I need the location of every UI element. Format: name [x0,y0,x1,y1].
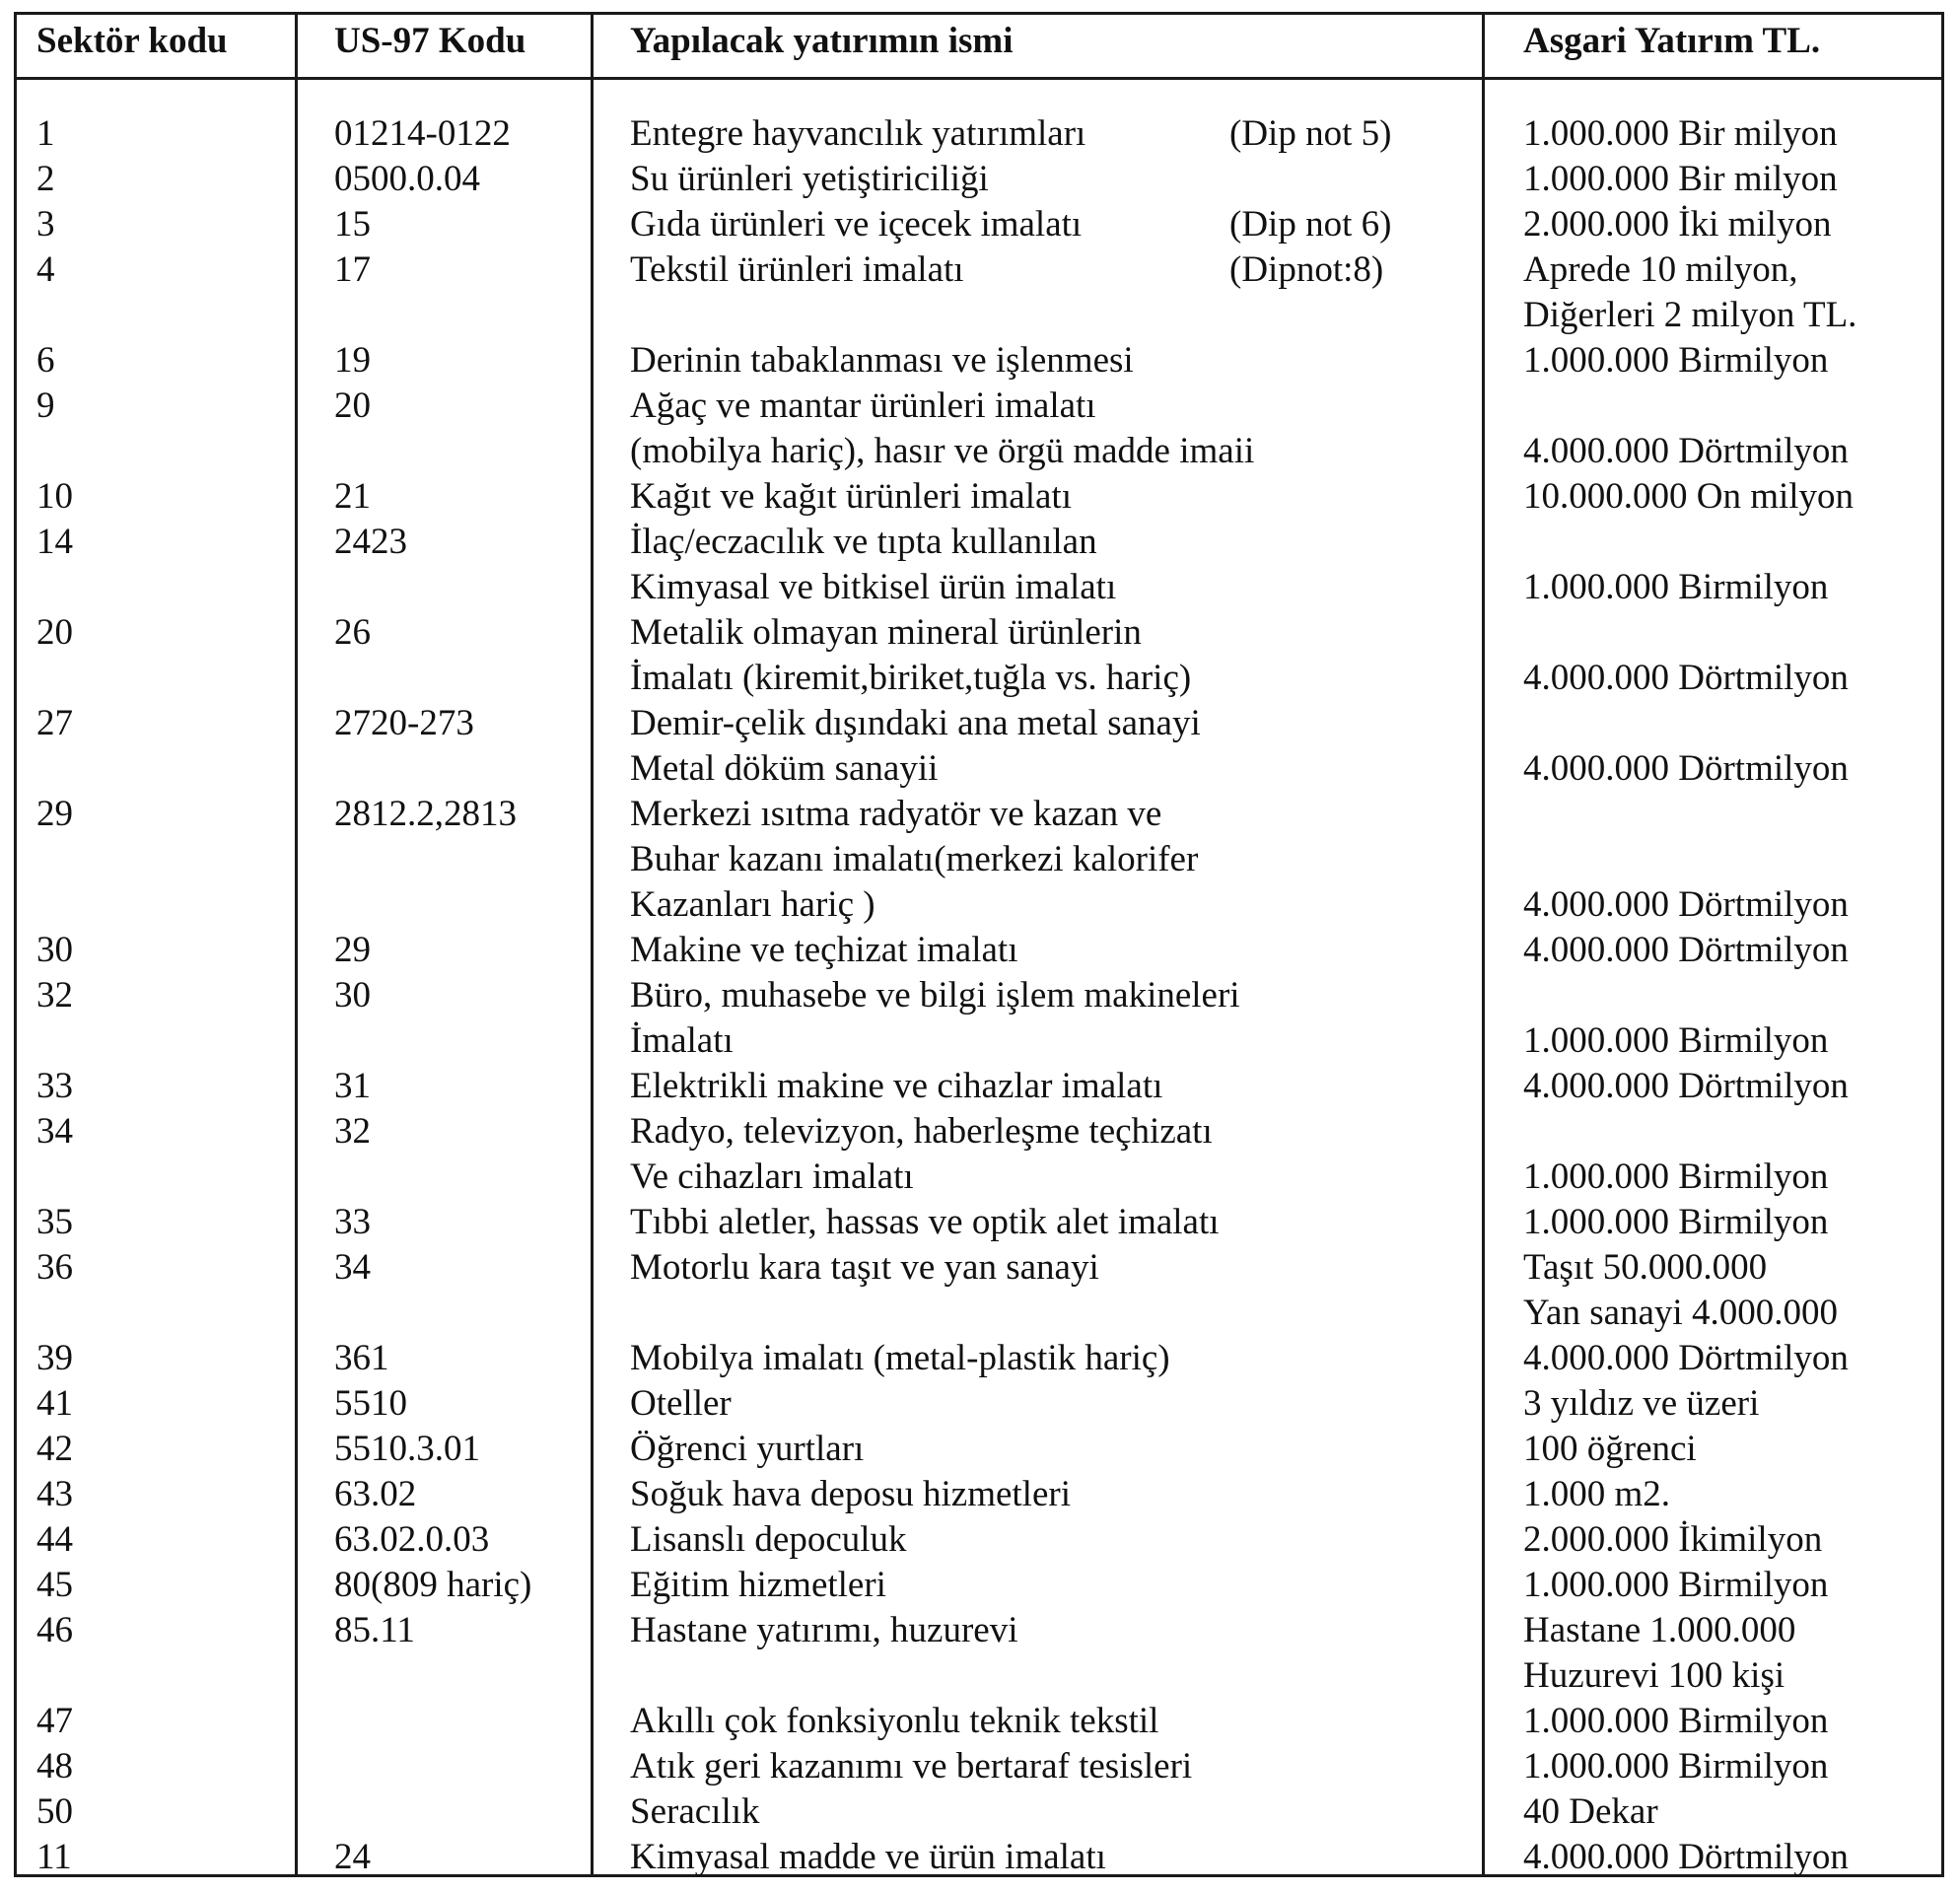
investment-name-cell [630,111,1085,157]
sector-code-cell: 44 [36,1519,73,1560]
min-investment-line [1523,792,1849,837]
header-min-investment: Asgari Yatırım TL. [1523,21,1821,61]
footnote-ref-cell: (Dipnot:8) [1229,249,1384,290]
min-investment-line: 1.000.000 Birmilyon [1523,1202,1829,1242]
min-investment-line: 1.000.000 Birmilyon [1523,340,1829,381]
table-row [17,973,1941,1064]
sector-code-cell: 42 [36,1429,73,1469]
sector-code-cell: 9 [36,385,55,426]
sector-code-cell: 27 [36,703,73,743]
min-investment-line: 10.000.000 On milyon [1523,476,1855,517]
min-investment-line: 1.000 m2. [1523,1474,1671,1514]
sector-code-cell: 2 [36,159,55,199]
table-row [17,1789,1941,1835]
investment-name-cell [630,1427,864,1472]
min-investment-line: 4.000.000 Dörtmilyon [1523,1837,1849,1877]
min-investment-line: 4.000.000 Dörtmilyon [1523,884,1849,925]
min-investment-line: 1.000.000 Birmilyon [1523,1020,1829,1061]
sector-code-cell: 1 [36,113,55,154]
min-investment-line [1523,973,1828,1018]
investment-name-cell [630,928,1017,973]
us97-code-cell: 2812.2,2813 [334,794,517,834]
investment-name-cell [630,202,1082,247]
table-row [17,1744,1941,1789]
min-investment-cell [1523,1381,1759,1427]
min-investment-line: Hastane 1.000.000 [1523,1610,1796,1650]
min-investment-line [1523,701,1849,746]
investment-name-line: Demir-çelik dışındaki ana metal sanayi [630,703,1201,743]
table-row [17,111,1941,157]
sector-code-cell: 6 [36,340,55,381]
table-row [17,792,1941,928]
table-row [17,1472,1941,1517]
investment-name-line: Gıda ürünleri ve içecek imalatı [630,204,1083,245]
min-investment-cell [1523,520,1828,610]
min-investment-cell [1523,792,1849,928]
us97-code-cell: 33 [334,1202,371,1242]
investment-name-line: Ağaç ve mantar ürünleri imalatı [630,385,1096,426]
min-investment-cell [1523,384,1849,474]
investment-name-cell [630,1699,1158,1744]
us97-code-cell: 2720-273 [334,703,474,743]
min-investment-cell [1523,247,1856,338]
header-sector-code: Sektör kodu [36,21,228,61]
investment-name-cell [630,1789,760,1835]
investment-name-cell [630,157,989,202]
us97-code-cell: 21 [334,476,371,517]
min-investment-line: 1.000.000 Bir milyon [1523,113,1838,154]
us97-code-cell: 29 [334,930,371,970]
min-investment-line: Diğerleri 2 milyon TL. [1523,295,1857,335]
us97-code-cell: 31 [334,1066,371,1106]
investment-name-line [630,1291,1099,1336]
investment-name-line: Lisanslı depoculuk [630,1519,907,1560]
investment-name-cell [630,1835,1106,1880]
table-row [17,247,1941,338]
sector-code-cell: 41 [36,1383,73,1424]
investment-name-line: Eğitim hizmetleri [630,1565,886,1605]
min-investment-line: 1.000.000 Birmilyon [1523,1701,1829,1741]
min-investment-cell [1523,1608,1795,1699]
investment-name-line: İmalatı (kiremit,biriket,tuğla vs. hariç) [630,658,1192,698]
table-row [17,520,1941,610]
table-row [17,202,1941,247]
min-investment-cell [1523,1744,1828,1789]
table-row [17,1835,1941,1880]
us97-code-cell: 5510 [334,1383,407,1424]
min-investment-line: Aprede 10 milyon, [1523,249,1798,290]
investment-name-line: Motorlu kara taşıt ve yan sanayi [630,1247,1099,1288]
table-row [17,928,1941,973]
min-investment-line [1523,520,1828,565]
investment-name-line: Elektrikli makine ve cihazlar imalatı [630,1066,1163,1106]
table-row [17,1427,1941,1472]
min-investment-cell [1523,1472,1670,1517]
table-row [17,1064,1941,1109]
min-investment-line: 1.000.000 Birmilyon [1523,1746,1829,1787]
min-investment-cell [1523,157,1838,202]
min-investment-cell [1523,928,1849,973]
us97-code-cell: 0500.0.04 [334,159,480,199]
us97-code-cell: 80(809 hariç) [334,1565,532,1605]
table-row [17,1109,1941,1200]
min-investment-line: 4.000.000 Dörtmilyon [1523,431,1849,471]
table-row [17,1200,1941,1245]
min-investment-cell [1523,1427,1697,1472]
investment-name-cell [630,610,1191,701]
min-investment-cell [1523,202,1831,247]
table-row [17,1699,1941,1744]
table-row [17,384,1941,474]
min-investment-line: 4.000.000 Dörtmilyon [1523,748,1849,789]
sector-code-cell: 32 [36,975,73,1016]
min-investment-line: 100 öğrenci [1523,1429,1697,1469]
investment-name-line: Öğrenci yurtları [630,1429,865,1469]
min-investment-line: 2.000.000 İki milyon [1523,204,1832,245]
min-investment-line: Huzurevi 100 kişi [1523,1655,1785,1696]
min-investment-cell [1523,1789,1658,1835]
min-investment-line: 1.000.000 Birmilyon [1523,1565,1829,1605]
investment-name-line: Hastane yatırımı, huzurevi [630,1610,1018,1650]
sector-code-cell: 45 [36,1565,73,1605]
investment-name-line: Seracılık [630,1791,760,1832]
investment-name-cell [630,520,1116,610]
min-investment-cell [1523,1563,1828,1608]
investment-name-line: Tıbbi aletler, hassas ve optik alet imalatı [630,1202,1220,1242]
min-investment-line: Taşıt 50.000.000 [1523,1247,1768,1288]
sector-code-cell: 36 [36,1247,73,1288]
investment-name-line: Büro, muhasebe ve bilgi işlem makineleri [630,975,1240,1016]
investment-name-line: Makine ve teçhizat imalatı [630,930,1018,970]
table-body [17,111,1941,1880]
table-row [17,1336,1941,1381]
us97-code-cell: 2423 [334,522,407,562]
sector-code-cell: 34 [36,1111,73,1152]
us97-code-cell: 17 [334,249,371,290]
min-investment-cell [1523,1517,1822,1563]
min-investment-cell [1523,111,1838,157]
investment-name-cell [630,973,1240,1064]
investment-name-cell [630,1608,1018,1699]
investment-name-line [630,1653,1018,1699]
us97-code-cell: 63.02 [334,1474,417,1514]
sector-code-cell: 29 [36,794,73,834]
min-investment-cell [1523,701,1849,792]
sector-code-cell: 47 [36,1701,73,1741]
table-row [17,1563,1941,1608]
us97-code-cell: 63.02.0.03 [334,1519,490,1560]
min-investment-cell [1523,1200,1828,1245]
min-investment-cell [1523,1064,1849,1109]
investment-name-cell [630,1472,1071,1517]
investment-name-line: Akıllı çok fonksiyonlu teknik tekstil [630,1701,1159,1741]
table-row [17,1381,1941,1427]
investment-name-cell [630,1381,732,1427]
sector-code-cell: 48 [36,1746,73,1787]
investment-name-cell [630,701,1201,792]
table-row [17,701,1941,792]
investment-name-line: Su ürünleri yetiştiriciliği [630,159,989,199]
investment-name-line [630,293,964,338]
investment-name-line: Entegre hayvancılık yatırımları [630,113,1086,154]
min-investment-line [1523,1109,1828,1155]
sector-code-cell: 10 [36,476,73,517]
us97-code-cell: 361 [334,1338,389,1378]
min-investment-line: 4.000.000 Dörtmilyon [1523,1066,1849,1106]
us97-code-cell: 32 [334,1111,371,1152]
table-row [17,1245,1941,1336]
investment-name-line: İlaç/eczacılık ve tıpta kullanılan [630,522,1097,562]
sector-code-cell: 3 [36,204,55,245]
min-investment-line: 1.000.000 Birmilyon [1523,567,1829,607]
investment-name-line: Metal döküm sanayii [630,748,939,789]
sector-code-cell: 30 [36,930,73,970]
investment-name-cell [630,1517,907,1563]
investment-name-line: Kazanları hariç ) [630,884,875,925]
investment-name-line: Radyo, televizyon, haberleşme teçhizatı [630,1111,1213,1152]
min-investment-cell [1523,1109,1828,1200]
min-investment-cell [1523,610,1849,701]
investment-table [14,12,1944,1877]
investment-name-line: Buhar kazanı imalatı(merkezi kalorifer [630,839,1199,879]
min-investment-line: 40 Dekar [1523,1791,1658,1832]
investment-name-line: Kimyasal madde ve ürün imalatı [630,1837,1106,1877]
investment-name-line: Soğuk hava deposu hizmetleri [630,1474,1071,1514]
sector-code-cell: 50 [36,1791,73,1832]
investment-name-cell [630,338,1134,384]
min-investment-line: 4.000.000 Dörtmilyon [1523,658,1849,698]
min-investment-line: 4.000.000 Dörtmilyon [1523,930,1849,970]
sector-code-cell: 33 [36,1066,73,1106]
investment-name-cell [630,474,1072,520]
investment-name-line: Atık geri kazanımı ve bertaraf tesisleri [630,1746,1193,1787]
header-us97-code: US-97 Kodu [334,21,526,61]
investment-name-line: Kağıt ve kağıt ürünleri imalatı [630,476,1072,517]
investment-name-line: Mobilya imalatı (metal-plastik hariç) [630,1338,1170,1378]
sector-code-cell: 39 [36,1338,73,1378]
min-investment-cell [1523,1336,1849,1381]
investment-name-line: Metalik olmayan mineral ürünlerin [630,612,1142,653]
sector-code-cell: 4 [36,249,55,290]
min-investment-line [1523,837,1849,882]
sector-code-cell: 43 [36,1474,73,1514]
table-row [17,157,1941,202]
sector-code-cell: 46 [36,1610,73,1650]
investment-name-line: İmalatı [630,1020,734,1061]
us97-code-cell: 19 [334,340,371,381]
investment-name-line: Tekstil ürünleri imalatı [630,249,964,290]
investment-name-line: Ve cihazları imalatı [630,1156,914,1197]
us97-code-cell: 26 [334,612,371,653]
investment-name-cell [630,1064,1162,1109]
us97-code-cell: 5510.3.01 [334,1429,480,1469]
min-investment-line: 1.000.000 Birmilyon [1523,1156,1829,1197]
sector-code-cell: 11 [36,1837,72,1877]
footnote-ref-cell: (Dip not 5) [1229,113,1392,154]
us97-code-cell: 20 [334,385,371,426]
us97-code-cell: 34 [334,1247,371,1288]
min-investment-line: 2.000.000 İkimilyon [1523,1519,1823,1560]
investment-name-line: Oteller [630,1383,732,1424]
investment-name-line: Kimyasal ve bitkisel ürün imalatı [630,567,1117,607]
header-investment-name: Yapılacak yatırımın ismi [630,21,1014,61]
min-investment-cell [1523,1245,1838,1336]
us97-code-cell: 85.11 [334,1610,415,1650]
investment-name-cell [630,1563,886,1608]
table-row [17,474,1941,520]
investment-name-cell [630,1109,1213,1200]
us97-code-cell: 30 [334,975,371,1016]
investment-name-cell [630,384,1254,474]
sector-code-cell: 35 [36,1202,73,1242]
min-investment-cell [1523,973,1828,1064]
min-investment-line: Yan sanayi 4.000.000 [1523,1293,1838,1333]
table-row [17,1517,1941,1563]
investment-name-line: (mobilya hariç), hasır ve örgü madde imaii [630,431,1255,471]
us97-code-cell: 24 [334,1837,371,1877]
investment-name-line: Derinin tabaklanması ve işlenmesi [630,340,1134,381]
min-investment-line [1523,384,1849,429]
min-investment-cell [1523,1699,1828,1744]
min-investment-cell [1523,474,1854,520]
min-investment-line [1523,610,1849,656]
min-investment-cell [1523,1835,1849,1880]
investment-name-cell [630,1744,1192,1789]
investment-name-cell [630,792,1198,928]
sector-code-cell: 14 [36,522,73,562]
investment-name-cell [630,1336,1170,1381]
min-investment-cell [1523,338,1828,384]
min-investment-line: 4.000.000 Dörtmilyon [1523,1338,1849,1378]
footnote-ref-cell: (Dip not 6) [1229,204,1392,245]
min-investment-line: 3 yıldız ve üzeri [1523,1383,1760,1424]
investment-name-line: Merkezi ısıtma radyatör ve kazan ve [630,794,1162,834]
us97-code-cell: 15 [334,204,371,245]
us97-code-cell: 01214-0122 [334,113,511,154]
investment-name-cell [630,247,964,338]
sector-code-cell: 20 [36,612,73,653]
table-row [17,610,1941,701]
table-row [17,338,1941,384]
investment-name-cell [630,1245,1099,1336]
table-row [17,1608,1941,1699]
min-investment-line: 1.000.000 Bir milyon [1523,159,1838,199]
investment-name-cell [630,1200,1220,1245]
